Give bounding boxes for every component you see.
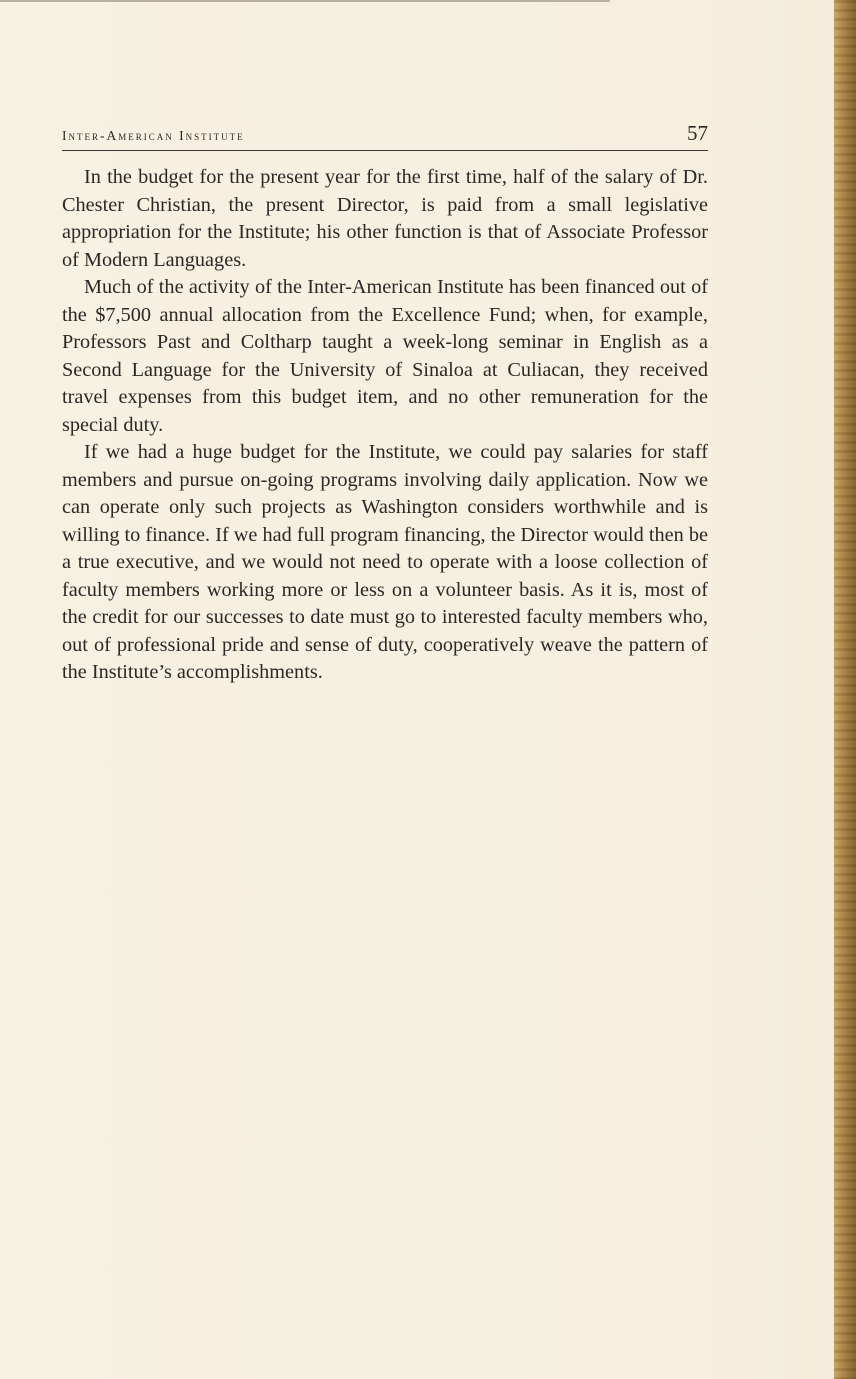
book-spine-edge [834,0,856,1379]
paragraph-3: If we had a huge budget for the Institute, we could pay salaries for staff members and pursue on-going programs involving daily application. Now we can operate only such projects as Washington considers worthwhile and is willing to finance. If we had full program financing, the Director would then be a true executive, and we would not need to operate with a loose collection of faculty members working more or less on a volunteer basis. As it is, most of the credit for our successes to date must go to interested faculty members who, out of professional pride and sense of duty, cooperatively weave the pattern of the Institute’s accomplishments. [62,441,708,683]
running-title: Inter-American Institute [62,128,245,143]
paragraph-1: In the budget for the present year for the first time, half of the salary of Dr. Chester Christian, the present Director, is paid from a small legislative appropriation for the Institute; his other function is that of Associate Professor of Modern Languages. [62,166,708,271]
body-text [62,164,708,687]
page-number: 57 [687,121,708,145]
running-head [62,118,708,151]
top-edge-rule [0,0,610,2]
paragraph-2: Much of the activity of the Inter-American Institute has been financed out of the $7,500 annual allocation from the Excellence Fund; when, for example, Professors Past and Coltharp taught a week-long seminar in English as a Second Language for the University of Sinaloa at Culiacan, they received travel expenses from this budget item, and no other remuneration for the special duty. [62,276,708,436]
